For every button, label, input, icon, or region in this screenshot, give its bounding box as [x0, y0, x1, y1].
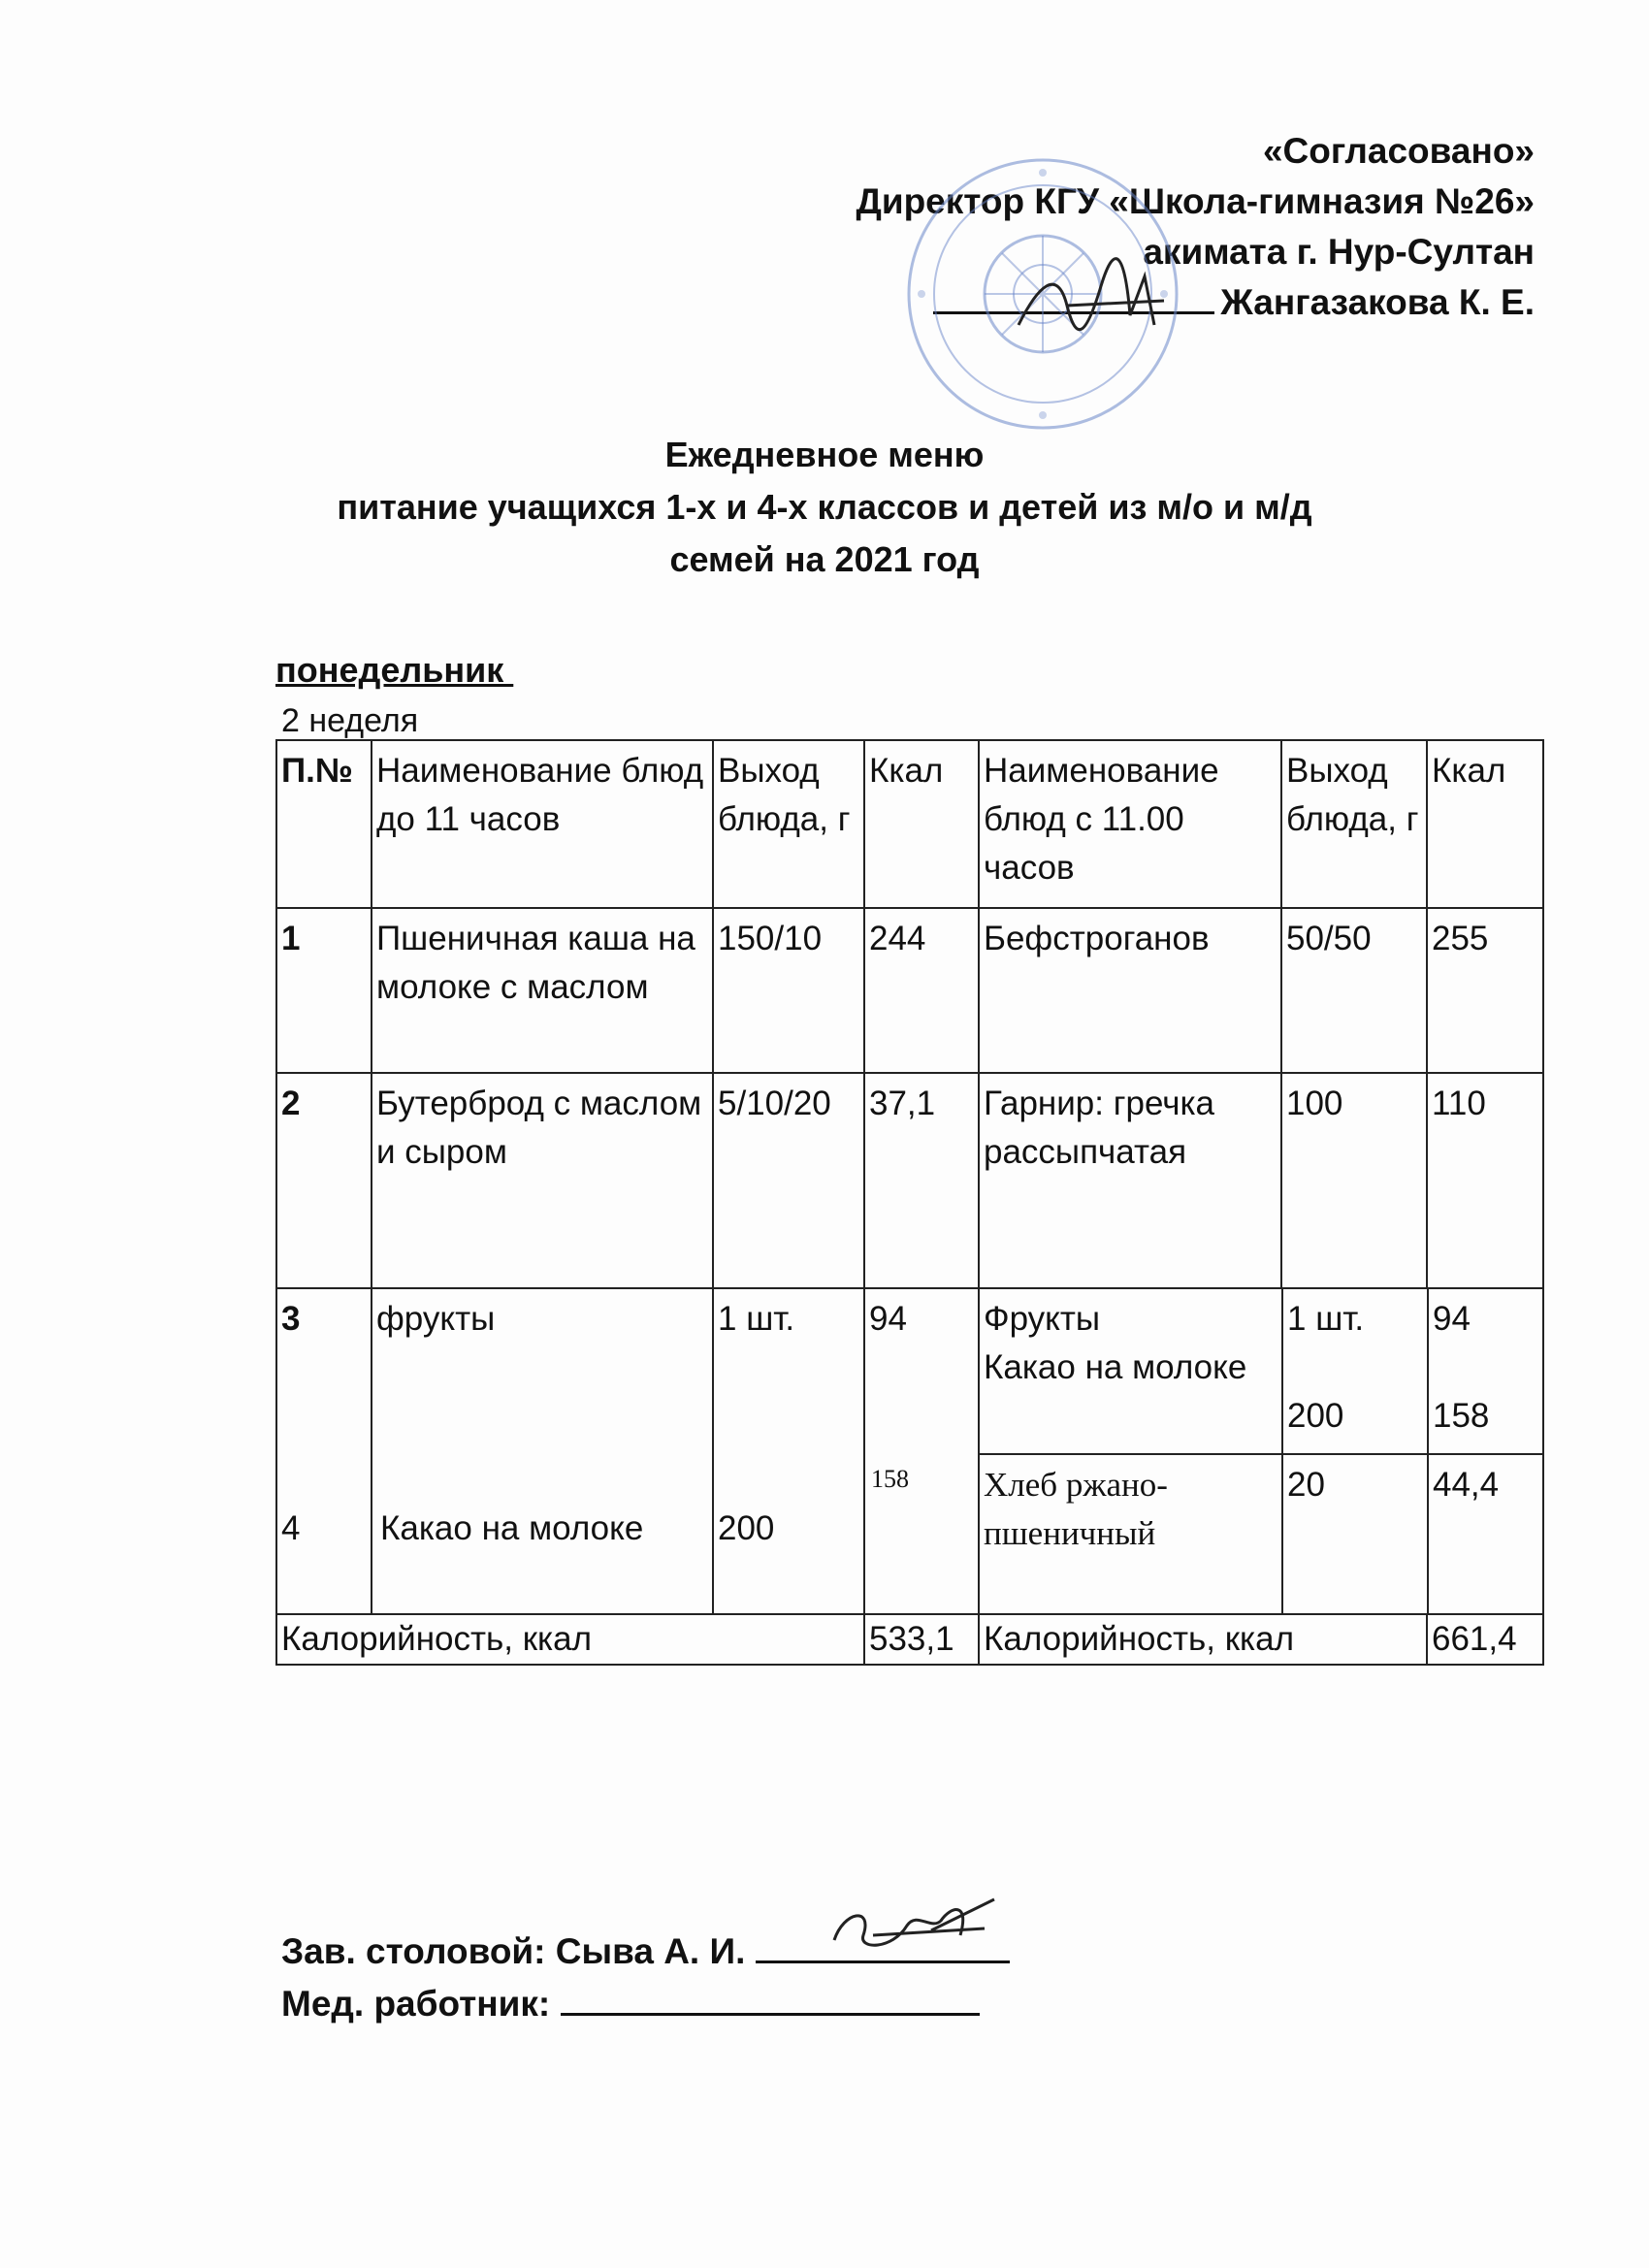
row-number: 3: [281, 1300, 301, 1338]
dish-after-11: Хлеб ржано-пшеничный: [980, 1454, 1282, 1613]
dish-after-11: Гарнир: гречка рассыпчатая: [979, 1073, 1281, 1288]
dish-after-11: Фрукты: [984, 1300, 1101, 1338]
document-title: [0, 429, 1649, 586]
after-11-subtable-cell: [979, 1288, 1543, 1614]
row-number: 4: [281, 1509, 301, 1547]
director-signature: [1009, 247, 1183, 354]
total-kcal-before-11: 533,1: [864, 1614, 979, 1665]
table-row-merged: [276, 1288, 1543, 1614]
dish-after-11: Бефстроганов: [979, 908, 1281, 1073]
total-label-after-11: Калорийность, ккал: [979, 1614, 1427, 1665]
row-number-cell: [276, 1288, 372, 1614]
portion-after-11: 50/50: [1281, 908, 1427, 1073]
header-kcal-2: Ккал: [1427, 740, 1543, 908]
header-number: П.№: [276, 740, 372, 908]
kcal-after-11: 94: [1433, 1300, 1471, 1338]
approval-akimat: акимата г. Нур-Султан: [1143, 232, 1535, 272]
portion-after-11: 100: [1281, 1073, 1427, 1288]
table-header-row: [276, 740, 1543, 908]
kcal-before-11: 158: [871, 1465, 909, 1493]
kcal-after-11: 158: [1433, 1397, 1490, 1435]
portion-before-11-cell: [713, 1288, 864, 1614]
kcal-after-11: 110: [1427, 1073, 1543, 1288]
portion-before-11: 200: [718, 1509, 775, 1547]
kcal-after-11: 44,4: [1433, 1466, 1500, 1504]
canteen-head-label: Зав. столовой: Сыва А. И.: [281, 1931, 746, 1971]
title-line-3: семей на 2021 год: [669, 539, 980, 579]
dish-before-11-cell: [372, 1288, 713, 1614]
medic-line: [281, 1979, 980, 2029]
total-label-before-11: Калорийность, ккал: [276, 1614, 864, 1665]
portion-before-11: 150/10: [713, 908, 864, 1073]
portion-before-11: 5/10/20: [713, 1073, 864, 1288]
table-totals-row: [276, 1614, 1543, 1665]
kcal-before-11-cell: [864, 1288, 979, 1614]
approval-name: Жангазакова К. Е.: [1220, 282, 1535, 322]
header-portion-2: Выход блюда, г: [1281, 740, 1427, 908]
row-number: 2: [276, 1073, 372, 1288]
dish-after-11-cell: [980, 1289, 1282, 1454]
table-row: [980, 1289, 1544, 1454]
dish-before-11: Бутерброд с маслом и сыром: [372, 1073, 713, 1288]
dish-before-11: Пшеничная каша на молоке с маслом: [372, 908, 713, 1073]
title-line-1: Ежедневное меню: [664, 435, 985, 474]
menu-table: [275, 739, 1544, 1666]
header-dish-before-11: Наименование блюд до 11 часов: [372, 740, 713, 908]
canteen-head-signature: [815, 1892, 1009, 1969]
portion-after-11: 200: [1287, 1397, 1344, 1435]
medic-label: Мед. работник:: [281, 1984, 551, 2024]
portion-after-11: 1 шт.: [1287, 1300, 1365, 1338]
approval-heading: «Согласовано»: [1262, 131, 1535, 171]
medic-signature-underline: [561, 1984, 980, 2016]
portion-before-11: 1 шт.: [718, 1300, 795, 1338]
header-dish-after-11: Наименование блюд с 11.00 часов: [979, 740, 1281, 908]
kcal-after-11-cell: [1428, 1289, 1544, 1454]
kcal-before-11: 37,1: [864, 1073, 979, 1288]
approval-director: Директор КГУ «Школа-гимназия №26»: [856, 181, 1535, 221]
row-number: 1: [276, 908, 372, 1073]
kcal-after-11: 255: [1427, 908, 1543, 1073]
kcal-before-11: 244: [864, 908, 979, 1073]
header-portion-1: Выход блюда, г: [713, 740, 864, 908]
kcal-before-11: 94: [869, 1300, 907, 1338]
table-row: [276, 908, 1543, 1073]
after-11-subtable: [980, 1289, 1544, 1613]
dish-after-11: Какао на молоке: [984, 1348, 1247, 1386]
portion-after-11-cell: [1282, 1289, 1428, 1454]
portion-after-11: 20: [1282, 1454, 1428, 1613]
dish-before-11: Какао на молоке: [380, 1509, 644, 1547]
title-line-2: питание учащихся 1-х и 4-х классов и детей из м/о и м/д: [337, 487, 1312, 527]
week-number: 2 неделя: [281, 702, 419, 739]
table-row: [980, 1454, 1544, 1613]
table-row: [276, 1073, 1543, 1288]
dish-before-11: фрукты: [376, 1300, 496, 1338]
total-kcal-after-11: 661,4: [1427, 1614, 1543, 1665]
header-kcal-1: Ккал: [864, 740, 979, 908]
day-of-week: понедельник: [275, 650, 514, 690]
